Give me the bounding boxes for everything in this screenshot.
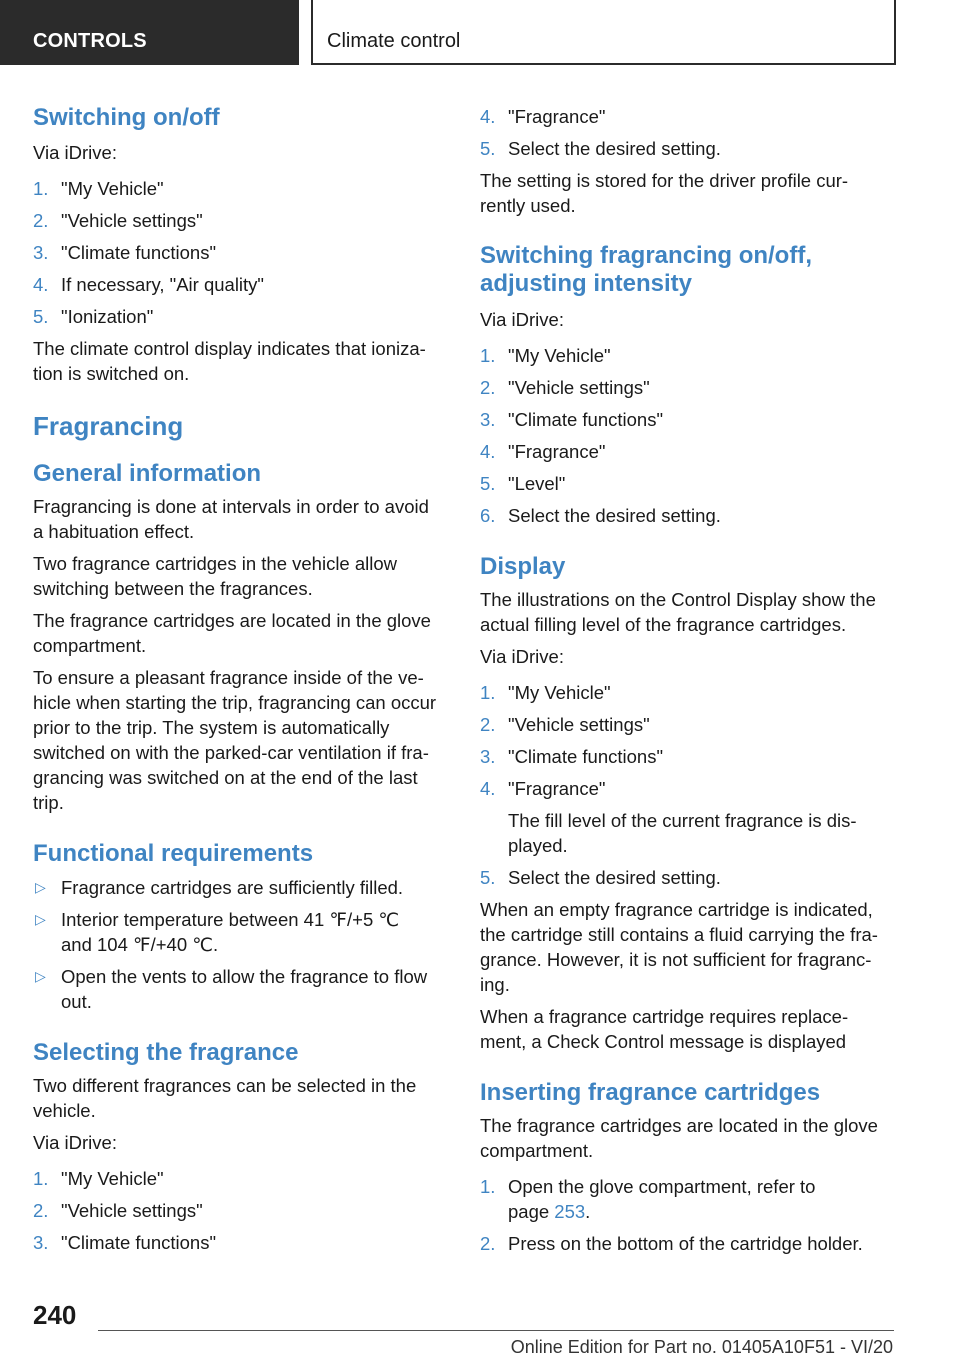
- display-heading: Display: [480, 553, 566, 580]
- triangle-right-icon: ▷: [35, 968, 46, 984]
- paragraph: The fragrance cartridges are located in the glove compartment.: [33, 610, 431, 656]
- list-item: ▷ Fragrance cartridges are sufficiently filled.: [35, 877, 404, 898]
- requirements-list: [33, 875, 447, 1014]
- display-steps: [480, 680, 894, 890]
- page-link[interactable]: 253: [554, 1201, 586, 1222]
- list-item: 4. If necessary, "Air quality": [33, 274, 265, 295]
- switching-intro: Via iDrive:: [33, 142, 117, 163]
- list-item: ▷ Interior temperature between 41 ℉/+5 ℃ and 104 ℉/+40 ℃.: [35, 909, 400, 955]
- display-intro: Via iDrive:: [480, 646, 564, 667]
- chapter-tab: [311, 0, 896, 65]
- list-item: 2. "Vehicle settings": [480, 714, 650, 735]
- selecting-steps: [33, 1166, 447, 1255]
- fragrancing-heading: Fragrancing: [33, 411, 184, 441]
- list-item: 5. Select the desired setting.: [480, 867, 721, 888]
- list-item: 3. "Climate functions": [480, 746, 664, 767]
- list-item: 1. "My Vehicle": [33, 178, 164, 199]
- switching-heading: Switching on/off: [33, 104, 220, 131]
- list-item: 1. "My Vehicle": [480, 682, 611, 703]
- list-item: 5. Select the desired setting.: [480, 138, 721, 159]
- list-item: 4. "Fragrance" The fill level of the current fragrance is dis- played.: [480, 776, 894, 858]
- list-item: 6. Select the desired setting.: [480, 505, 721, 526]
- paragraph: Fragrancing is done at intervals in order to avoid a habituation effect.: [33, 496, 429, 542]
- onoff-heading: Switching fragrancing on/off, adjusting intensity: [480, 242, 812, 297]
- paragraph: Two fragrance cartridges in the vehicle allow switching between the fragrances.: [33, 553, 398, 599]
- list-item: 2. Press on the bottom of the cartridge holder.: [480, 1233, 863, 1254]
- list-item: 2. "Vehicle settings": [33, 210, 203, 231]
- selecting-heading: Selecting the fragrance: [33, 1039, 299, 1066]
- list-item: 4. "Fragrance": [480, 441, 606, 462]
- paragraph: When an empty fragrance cartridge is indicated, the cartridge still contains a fluid carrying the fra- grance. However, it is not sufficient for fragranc- ing.: [480, 899, 878, 995]
- list-item: ▷ Open the vents to allow the fragrance to flow out.: [35, 966, 428, 1012]
- selecting-intro: Via iDrive:: [33, 1132, 117, 1153]
- list-item: 5. "Level": [480, 473, 566, 494]
- paragraph: When a fragrance cartridge requires replace- ment, a Check Control message is displayed: [480, 1006, 849, 1052]
- list-item: 4. "Fragrance": [480, 106, 606, 127]
- right-column: [480, 100, 894, 1256]
- chapter-title: Climate control: [327, 30, 461, 52]
- general-heading: General information: [33, 460, 262, 487]
- left-column: [33, 100, 447, 1255]
- inserting-heading: Inserting fragrance cartridges: [480, 1079, 821, 1106]
- step-note: The fill level of the current fragrance is dis- played.: [508, 810, 857, 856]
- switching-steps: [33, 176, 447, 329]
- list-item: 3. "Climate functions": [480, 409, 664, 430]
- paragraph: Two different fragrances can be selected in the vehicle.: [33, 1075, 417, 1121]
- selecting-steps-continued: [480, 104, 894, 161]
- paragraph: The setting is stored for the driver profile cur- rently used.: [480, 170, 849, 216]
- triangle-right-icon: ▷: [35, 879, 46, 895]
- paragraph: The illustrations on the Control Display show the actual filling level of the fragrance cartridges.: [480, 589, 876, 635]
- section-title: CONTROLS: [33, 30, 147, 52]
- paragraph: The fragrance cartridges are located in the glove compartment.: [480, 1115, 878, 1161]
- page-number: 240: [33, 1300, 77, 1330]
- footer-edition: Online Edition for Part no. 01405A10F51 - VI/20: [510, 1337, 893, 1357]
- section-tab: [0, 0, 299, 65]
- list-item: 1. "My Vehicle": [480, 345, 611, 366]
- list-item: 2. "Vehicle settings": [480, 377, 650, 398]
- inserting-steps: [480, 1174, 894, 1256]
- triangle-right-icon: ▷: [35, 911, 46, 927]
- list-item: 1. Open the glove compartment, refer to page 253.: [480, 1176, 816, 1222]
- onoff-intro: Via iDrive:: [480, 309, 564, 330]
- list-item: 3. "Climate functions": [33, 242, 217, 263]
- list-item: 5. "Ionization": [33, 306, 154, 327]
- list-item: 1. "My Vehicle": [33, 1168, 164, 1189]
- list-item: 3. "Climate functions": [33, 1232, 217, 1253]
- functional-heading: Functional requirements: [33, 840, 314, 867]
- switching-note: The climate control display indicates that ioniza- tion is switched on.: [33, 338, 426, 384]
- list-item: 2. "Vehicle settings": [33, 1200, 203, 1221]
- paragraph: To ensure a pleasant fragrance inside of the ve- hicle when starting the trip, fragrancing can occur prior to the trip. The system is automatically switched on with the parked-car ventilation if fra- grancing was switched on at the end of the last trip.: [33, 667, 437, 813]
- onoff-steps: [480, 343, 894, 528]
- footer-divider: [98, 1330, 894, 1331]
